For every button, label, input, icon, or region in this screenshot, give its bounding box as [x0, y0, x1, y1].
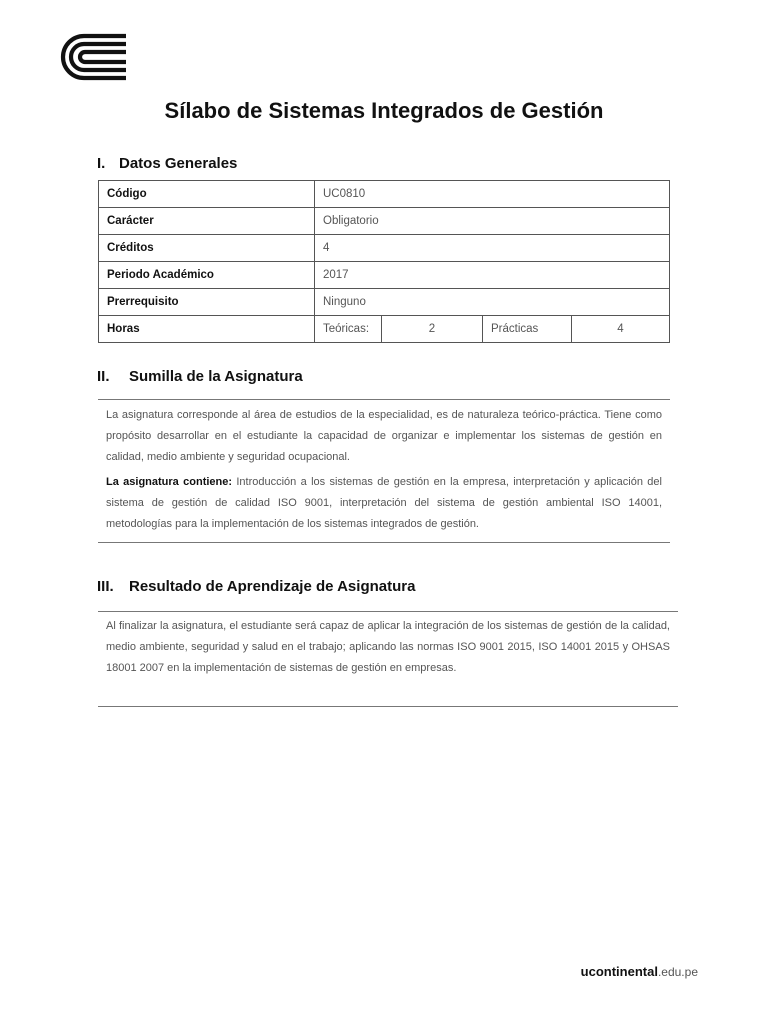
row-label: Créditos — [99, 235, 315, 262]
section-heading-sumilla — [97, 368, 303, 385]
table-row — [99, 289, 670, 316]
row-label: Código — [99, 181, 315, 208]
row-value: UC0810 — [315, 181, 670, 208]
table-row-horas — [99, 316, 670, 343]
sumilla-paragraph: La asignatura corresponde al área de estudios de la especialidad, es de naturaleza teórico-práctica. Tiene como propósito desarrollar en el estudiante la capacidad de organizar e implementar los sistemas de gestión en calidad, medio ambiente y seguridad ocupacional. — [106, 409, 662, 463]
teoricas-label: Teóricas: — [315, 316, 382, 343]
ucontinental-logo-icon — [60, 33, 128, 81]
row-value: Ninguno — [315, 289, 670, 316]
row-value: 2017 — [315, 262, 670, 289]
section-number: III. — [97, 578, 114, 595]
practicas-value: 4 — [572, 316, 670, 343]
section-title: Resultado de Aprendizaje de Asignatura — [129, 578, 416, 595]
footer-brand — [581, 964, 698, 979]
section-title: Sumilla de la Asignatura — [129, 368, 303, 385]
section-heading-datos-generales — [97, 155, 237, 172]
section-number: I. — [97, 155, 106, 172]
footer-domain: .edu.pe — [657, 965, 698, 979]
contents-text: Introducción a los sistemas de gestión en la empresa, interpretación y aplicación del sistema de gestión de calidad ISO 9001, interpretación del sistema de gestión ambiental ISO 14001, metodologías para la implementación de los sistemas integrados de gestión. — [106, 476, 662, 530]
table-row — [99, 208, 670, 235]
footer-brand-name: ucontinental — [580, 964, 658, 979]
resultado-paragraph: Al finalizar la asignatura, el estudiante será capaz de aplicar la integración de los sistemas de gestión de la calidad, medio ambiente, seguridad y salud en el trabajo; aplicando las normas ISO 9001 2015, ISO 14001 2015 y OHSAS 18001 2007 en la implementación de sistemas de gestión en empresas. — [106, 620, 670, 674]
practicas-label: Prácticas — [483, 316, 572, 343]
row-label: Carácter — [99, 208, 315, 235]
section-title: Datos Generales — [119, 155, 238, 172]
section-heading-resultado — [97, 578, 415, 595]
contents-lead: La asignatura contiene: — [106, 476, 233, 488]
sumilla-box — [98, 399, 670, 543]
sumilla-contents-paragraph — [98, 472, 670, 535]
page-title: Sílabo de Sistemas Integrados de Gestión — [164, 98, 604, 123]
teoricas-value: 2 — [382, 316, 483, 343]
row-value: Obligatorio — [315, 208, 670, 235]
table-row — [99, 262, 670, 289]
section-number: II. — [97, 368, 110, 385]
table-row — [99, 181, 670, 208]
row-label: Periodo Académico — [99, 262, 315, 289]
table-row — [99, 235, 670, 262]
row-label: Prerrequisito — [99, 289, 315, 316]
resultado-box — [98, 611, 678, 707]
row-value: 4 — [315, 235, 670, 262]
row-label: Horas — [99, 316, 315, 343]
datos-generales-table — [98, 180, 670, 343]
